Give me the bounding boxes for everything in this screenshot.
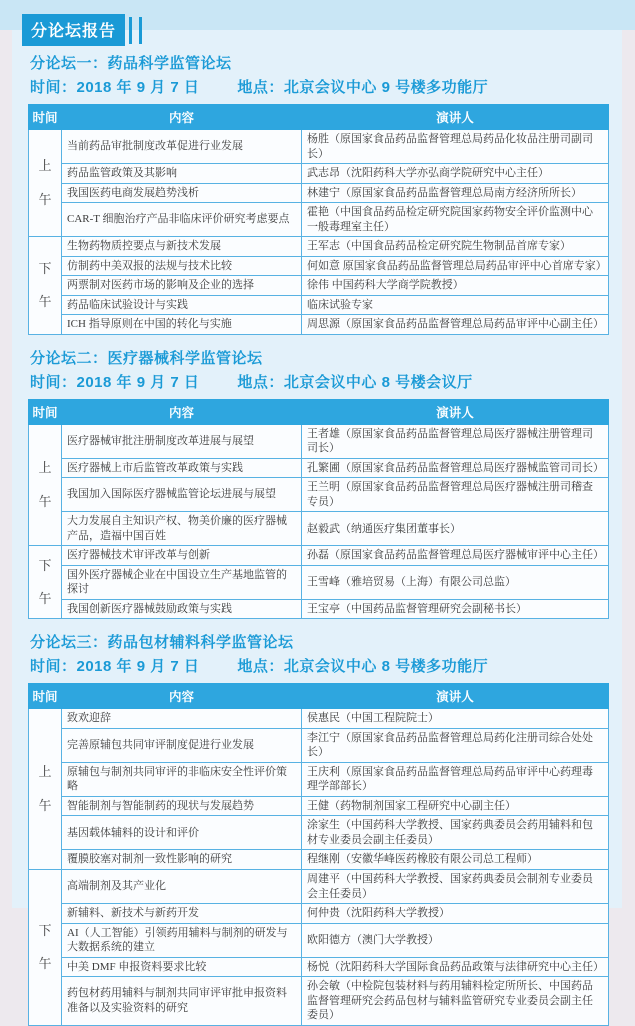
topic-cell: 两票制对医药市场的影响及企业的选择 xyxy=(62,276,302,296)
time-column-header: 时间 xyxy=(29,684,62,709)
speaker-cell: 涂家生（中国药科大学教授、国家药典委员会药用辅料和包材专业委员会副主任委员） xyxy=(302,816,609,850)
speaker-column-header: 演讲人 xyxy=(302,399,609,424)
content-column-header: 内容 xyxy=(62,399,302,424)
agenda-row xyxy=(29,869,609,903)
time-label: 时间：2018 年 9 月 7 日 xyxy=(30,658,200,676)
content-column-header: 内容 xyxy=(62,105,302,130)
topic-cell: AI（人工智能）引领药用辅料与制剂的研发与大数据系统的建立 xyxy=(62,923,302,957)
speaker-cell: 林建宁（原国家食品药品监督管理总局南方经济所所长） xyxy=(302,183,609,203)
speaker-cell: 杨悦（沈阳药科大学国际食品药品政策与法律研究中心主任） xyxy=(302,957,609,977)
topic-cell: 当前药品审批制度改革促进行业发展 xyxy=(62,130,302,164)
agenda-table xyxy=(28,683,609,1025)
speaker-cell: 赵毅武（纳通医疗集团董事长） xyxy=(302,512,609,546)
speaker-cell: 王庆利（原国家食品药品监督管理总局药品审评中心药理毒理学部部长） xyxy=(302,762,609,796)
topic-cell: 新辅料、新技术与新药开发 xyxy=(62,904,302,924)
topic-cell: 智能制剂与智能制药的现状与发展趋势 xyxy=(62,796,302,816)
speaker-cell: 侯惠民（中国工程院院士） xyxy=(302,709,609,729)
agenda-row xyxy=(29,276,609,296)
speaker-cell: 孙会敏（中检院包装材料与药用辅料检定所所长、中国药品监督管理研究会药品包材与辅料监管研究专业委员会副主任委员） xyxy=(302,977,609,1026)
time-period-label: 下午 xyxy=(38,922,52,972)
agenda-row xyxy=(29,237,609,257)
table-header-row xyxy=(29,684,609,709)
agenda-row xyxy=(29,565,609,599)
agenda-row xyxy=(29,762,609,796)
agenda-row xyxy=(29,904,609,924)
place-label: 地点：北京会议中心 8 号楼多功能厅 xyxy=(237,658,489,676)
speaker-cell: 王雪峰（雅培贸易（上海）有限公司总监） xyxy=(302,565,609,599)
speaker-cell: 孙磊（原国家食品药品监督管理总局医疗器械审评中心主任） xyxy=(302,546,609,566)
table-header-row xyxy=(29,105,609,130)
agenda-row xyxy=(29,546,609,566)
place-label: 地点：北京会议中心 8 号楼会议厅 xyxy=(237,373,473,391)
table-header-row xyxy=(29,399,609,424)
time-period-cell xyxy=(29,130,62,237)
agenda-row xyxy=(29,130,609,164)
section-meta xyxy=(30,371,622,392)
topic-cell: 大力发展自主知识产权、物美价廉的医疗器械产品，造福中国百姓 xyxy=(62,512,302,546)
topic-cell: CAR-T 细胞治疗产品非临床评价研究考虑要点 xyxy=(62,203,302,237)
agenda-row xyxy=(29,796,609,816)
speaker-cell: 王兰明（原国家食品药品监督管理总局医疗器械注册司稽查专员） xyxy=(302,478,609,512)
agenda-row xyxy=(29,256,609,276)
section-title: 分论坛一：药品科学监管论坛 xyxy=(30,55,232,72)
agenda-row xyxy=(29,816,609,850)
agenda-row xyxy=(29,977,609,1026)
speaker-cell: 周建平（中国药科大学教授、国家药典委员会制剂专业委员会主任委员） xyxy=(302,869,609,903)
time-period-label: 上午 xyxy=(38,764,52,814)
speaker-cell: 周思源（原国家食品药品监督管理总局药品审评中心副主任） xyxy=(302,315,609,335)
topic-cell: 药包材药用辅料与制剂共同审评审批申报资料准备以及实验资料的研究 xyxy=(62,977,302,1026)
badge-label: 分论坛报告 xyxy=(22,14,125,46)
content-column-header: 内容 xyxy=(62,684,302,709)
speaker-cell: 王健（药物制剂国家工程研究中心副主任） xyxy=(302,796,609,816)
topic-cell: 原辅包与制剂共同审评的非临床安全性评价策略 xyxy=(62,762,302,796)
section-meta xyxy=(30,76,622,97)
agenda-row xyxy=(29,183,609,203)
agenda-row xyxy=(29,478,609,512)
agenda-row xyxy=(29,458,609,478)
time-period-label: 上午 xyxy=(38,158,52,208)
agenda-row xyxy=(29,424,609,458)
speaker-cell: 欧阳德方（澳门大学教授） xyxy=(302,923,609,957)
topic-cell: 高端制剂及其产业化 xyxy=(62,869,302,903)
speaker-cell: 杨胜（原国家食品药品监督管理总局药品化妆品注册司副司长） xyxy=(302,130,609,164)
speaker-cell: 孔繁圃（原国家食品药品监督管理总局医疗器械监管司司长） xyxy=(302,458,609,478)
report-badge xyxy=(22,14,142,46)
speaker-column-header: 演讲人 xyxy=(302,105,609,130)
time-period-label: 下午 xyxy=(38,557,52,607)
speaker-cell: 王军志（中国食品药品检定研究院生物制品首席专家） xyxy=(302,237,609,257)
topic-cell: ICH 指导原则在中国的转化与实施 xyxy=(62,315,302,335)
forum-section-3 xyxy=(12,631,622,1025)
topic-cell: 国外医疗器械企业在中国设立生产基地监管的探讨 xyxy=(62,565,302,599)
time-column-header: 时间 xyxy=(29,105,62,130)
time-period-cell xyxy=(29,424,62,546)
agenda-row xyxy=(29,923,609,957)
speaker-column-header: 演讲人 xyxy=(302,684,609,709)
time-column-header: 时间 xyxy=(29,399,62,424)
topic-cell: 我国加入国际医疗器械监管论坛进展与展望 xyxy=(62,478,302,512)
agenda-table xyxy=(28,104,609,335)
content-panel xyxy=(12,30,622,1022)
topic-cell: 仿制药中美双报的法规与技术比较 xyxy=(62,256,302,276)
agenda-row xyxy=(29,709,609,729)
place-label: 地点：北京会议中心 9 号楼多功能厅 xyxy=(237,79,489,96)
topic-cell: 药品监管政策及其影响 xyxy=(62,164,302,184)
topic-cell: 完善原辅包共同审评制度促进行业发展 xyxy=(62,728,302,762)
time-period-cell xyxy=(29,546,62,619)
speaker-cell: 霍艳（中国食品药品检定研究院国家药物安全评价监测中心一般毒理室主任） xyxy=(302,203,609,237)
agenda-row xyxy=(29,315,609,335)
speaker-cell: 李江宁（原国家食品药品监督管理总局药化注册司综合处处长） xyxy=(302,728,609,762)
topic-cell: 基因载体辅料的设计和评价 xyxy=(62,816,302,850)
agenda-row xyxy=(29,512,609,546)
section-title: 分论坛三：药品包材辅料科学监管论坛 xyxy=(30,634,294,652)
section-title: 分论坛二：医疗器械科学监管论坛 xyxy=(30,349,263,367)
agenda-row xyxy=(29,728,609,762)
topic-cell: 我国医药电商发展趋势浅析 xyxy=(62,183,302,203)
agenda-row xyxy=(29,957,609,977)
speaker-cell: 何仲贵（沈阳药科大学教授） xyxy=(302,904,609,924)
topic-cell: 医疗器械上市后监管改革政策与实践 xyxy=(62,458,302,478)
speaker-cell: 武志昂（沈阳药科大学亦弘商学院研究中心主任） xyxy=(302,164,609,184)
agenda-row xyxy=(29,599,609,619)
agenda-table xyxy=(28,399,609,620)
speaker-cell: 临床试验专家 xyxy=(302,295,609,315)
topic-cell: 医疗器械审批注册制度改革进展与展望 xyxy=(62,424,302,458)
forum-section-1 xyxy=(12,52,622,335)
time-period-cell xyxy=(29,237,62,335)
time-period-label: 下午 xyxy=(38,260,52,310)
topic-cell: 医疗器械技术审评改革与创新 xyxy=(62,546,302,566)
topic-cell: 我国创新医疗器械鼓励政策与实践 xyxy=(62,599,302,619)
badge-bars-decoration xyxy=(129,17,142,44)
topic-cell: 覆膜胶塞对制剂一致性影响的研究 xyxy=(62,850,302,870)
agenda-row xyxy=(29,295,609,315)
speaker-cell: 王者雄（原国家食品药品监督管理总局医疗器械注册管理司司长） xyxy=(302,424,609,458)
time-period-cell xyxy=(29,709,62,870)
topic-cell: 致欢迎辞 xyxy=(62,709,302,729)
time-label: 时间：2018 年 9 月 7 日 xyxy=(30,373,200,391)
agenda-row xyxy=(29,203,609,237)
time-period-label: 上午 xyxy=(38,460,52,509)
time-label: 时间：2018 年 9 月 7 日 xyxy=(30,79,200,96)
time-period-cell xyxy=(29,869,62,1025)
forum-section-2 xyxy=(12,347,622,620)
section-meta xyxy=(30,655,622,676)
speaker-cell: 王宝亭（中国药品监督管理研究会副秘书长） xyxy=(302,599,609,619)
speaker-cell: 程继刚（安徽华峰医药橡胶有限公司总工程师） xyxy=(302,850,609,870)
topic-cell: 中美 DMF 申报资料要求比较 xyxy=(62,957,302,977)
agenda-row xyxy=(29,850,609,870)
topic-cell: 生物药物质控要点与新技术发展 xyxy=(62,237,302,257)
speaker-cell: 徐伟 中国药科大学商学院教授） xyxy=(302,276,609,296)
agenda-row xyxy=(29,164,609,184)
speaker-cell: 何如意 原国家食品药品监督管理总局药品审评中心首席专家） xyxy=(302,256,609,276)
topic-cell: 药品临床试验设计与实践 xyxy=(62,295,302,315)
